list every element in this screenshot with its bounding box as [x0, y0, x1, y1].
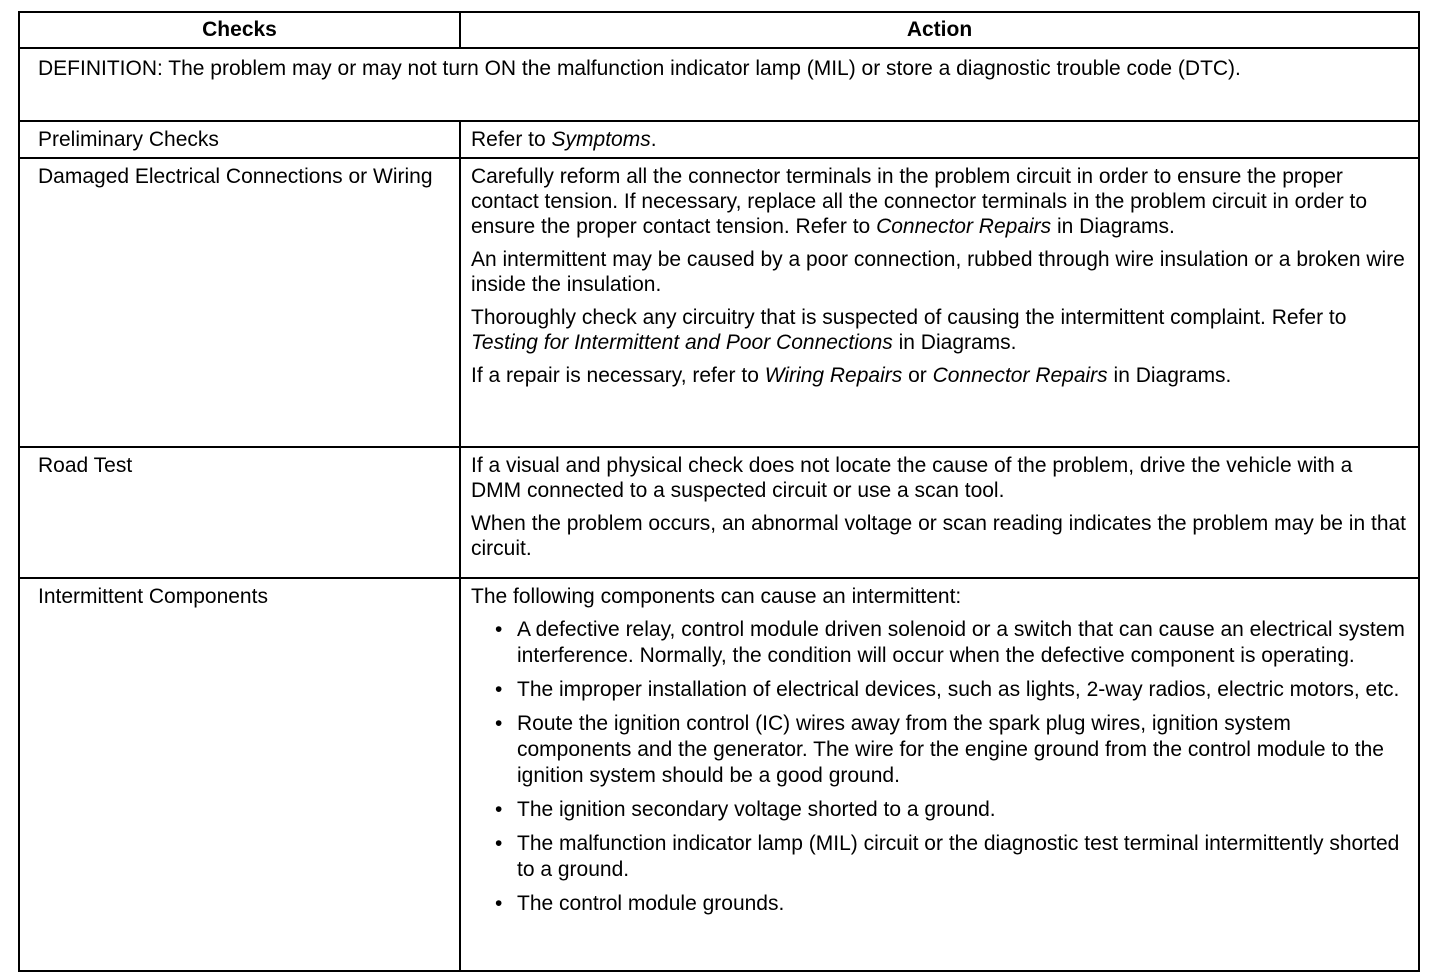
document-page — [18, 11, 1418, 972]
action-paragraph — [471, 164, 1408, 239]
component-bullet-list — [471, 617, 1408, 917]
diagnostic-checks-table — [18, 11, 1420, 972]
action-preliminary — [460, 121, 1419, 158]
list-item-text: The ignition secondary voltage shorted to a ground. — [517, 798, 996, 821]
bullet-icon: • — [495, 832, 503, 855]
action-damaged — [460, 158, 1419, 447]
header-action: Action — [460, 12, 1419, 48]
action-paragraph: When the problem occurs, an abnormal voltage or scan reading indicates the problem may be in that circuit. — [471, 512, 1407, 560]
check-label-intermittent: Intermittent Components — [19, 578, 460, 971]
bullet-icon: • — [495, 798, 503, 821]
list-item — [495, 831, 1408, 883]
paragraph-text: Carefully reform all the connector terminals in the problem circuit in order to ensure the proper contact tension. If necessary, replace all the connector terminals in the problem circuit in order to ensure the proper contact tension. Refer to — [471, 165, 1368, 238]
list-item-text: Route the ignition control (IC) wires away from the spark plug wires, ignition system components and the generator. The wire for the engine ground from the control module to the ignition system should be a good ground. — [517, 712, 1384, 787]
paragraph-conjunction: or — [902, 364, 933, 387]
bullet-icon: • — [495, 712, 503, 735]
table-row-damaged-connections — [19, 158, 1419, 447]
reference-connector-repairs: Connector Repairs — [932, 364, 1108, 387]
check-label-preliminary: Preliminary Checks — [19, 121, 460, 158]
list-item — [495, 677, 1408, 703]
reference-testing-intermittent: Testing for Intermittent and Poor Connections — [471, 331, 893, 354]
definition-row — [19, 48, 1419, 121]
action-paragraph: If a visual and physical check does not locate the cause of the problem, drive the vehicle with a DMM connected to a suspected circuit or use a scan tool. — [471, 454, 1353, 502]
definition-text: DEFINITION: The problem may or may not turn ON the malfunction indicator lamp (MIL) or store a diagnostic trouble code (DTC). — [19, 48, 1419, 121]
table-row-road-test — [19, 447, 1419, 578]
table-header-row — [19, 12, 1419, 48]
list-item — [495, 617, 1408, 669]
table-row-intermittent-components — [19, 578, 1419, 971]
reference-wiring-repairs: Wiring Repairs — [764, 364, 903, 387]
paragraph-suffix: in Diagrams. — [1107, 364, 1232, 387]
list-item-text: A defective relay, control module driven solenoid or a switch that can cause an electrical system interference. Normally, the condition will occur when the defective component is operating. — [517, 618, 1405, 667]
table-row-preliminary-checks — [19, 121, 1419, 158]
action-intro: The following components can cause an intermittent: — [471, 585, 962, 608]
action-text: Refer to — [471, 128, 552, 151]
paragraph-text: If a repair is necessary, refer to — [471, 364, 765, 387]
check-label-road-test: Road Test — [19, 447, 460, 578]
action-paragraph: An intermittent may be caused by a poor connection, rubbed through wire insulation or a broken wire inside the insulation. — [471, 248, 1405, 296]
list-item — [495, 891, 1408, 917]
list-item — [495, 711, 1408, 789]
header-checks: Checks — [19, 12, 460, 48]
list-item-text: The control module grounds. — [517, 892, 785, 915]
paragraph-suffix: in Diagrams. — [892, 331, 1017, 354]
bullet-icon: • — [495, 678, 503, 701]
list-item-text: The malfunction indicator lamp (MIL) circuit or the diagnostic test terminal intermittently shorted to a ground. — [517, 832, 1400, 881]
paragraph-suffix: in Diagrams. — [1051, 215, 1175, 238]
action-paragraph — [471, 363, 1408, 388]
action-text-suffix: . — [650, 128, 657, 151]
list-item — [495, 797, 1408, 823]
action-road-test — [460, 447, 1419, 578]
bullet-icon: • — [495, 618, 503, 641]
action-paragraph — [471, 305, 1408, 355]
list-item-text: The improper installation of electrical devices, such as lights, 2-way radios, electric motors, etc. — [517, 678, 1400, 701]
reference-connector-repairs: Connector Repairs — [876, 215, 1052, 238]
action-intermittent — [460, 578, 1419, 971]
bullet-icon: • — [495, 892, 503, 915]
reference-symptoms: Symptoms — [551, 128, 651, 151]
paragraph-text: Thoroughly check any circuitry that is suspected of causing the intermittent complaint. Refer to — [471, 306, 1347, 329]
check-label-damaged: Damaged Electrical Connections or Wiring — [19, 158, 460, 447]
